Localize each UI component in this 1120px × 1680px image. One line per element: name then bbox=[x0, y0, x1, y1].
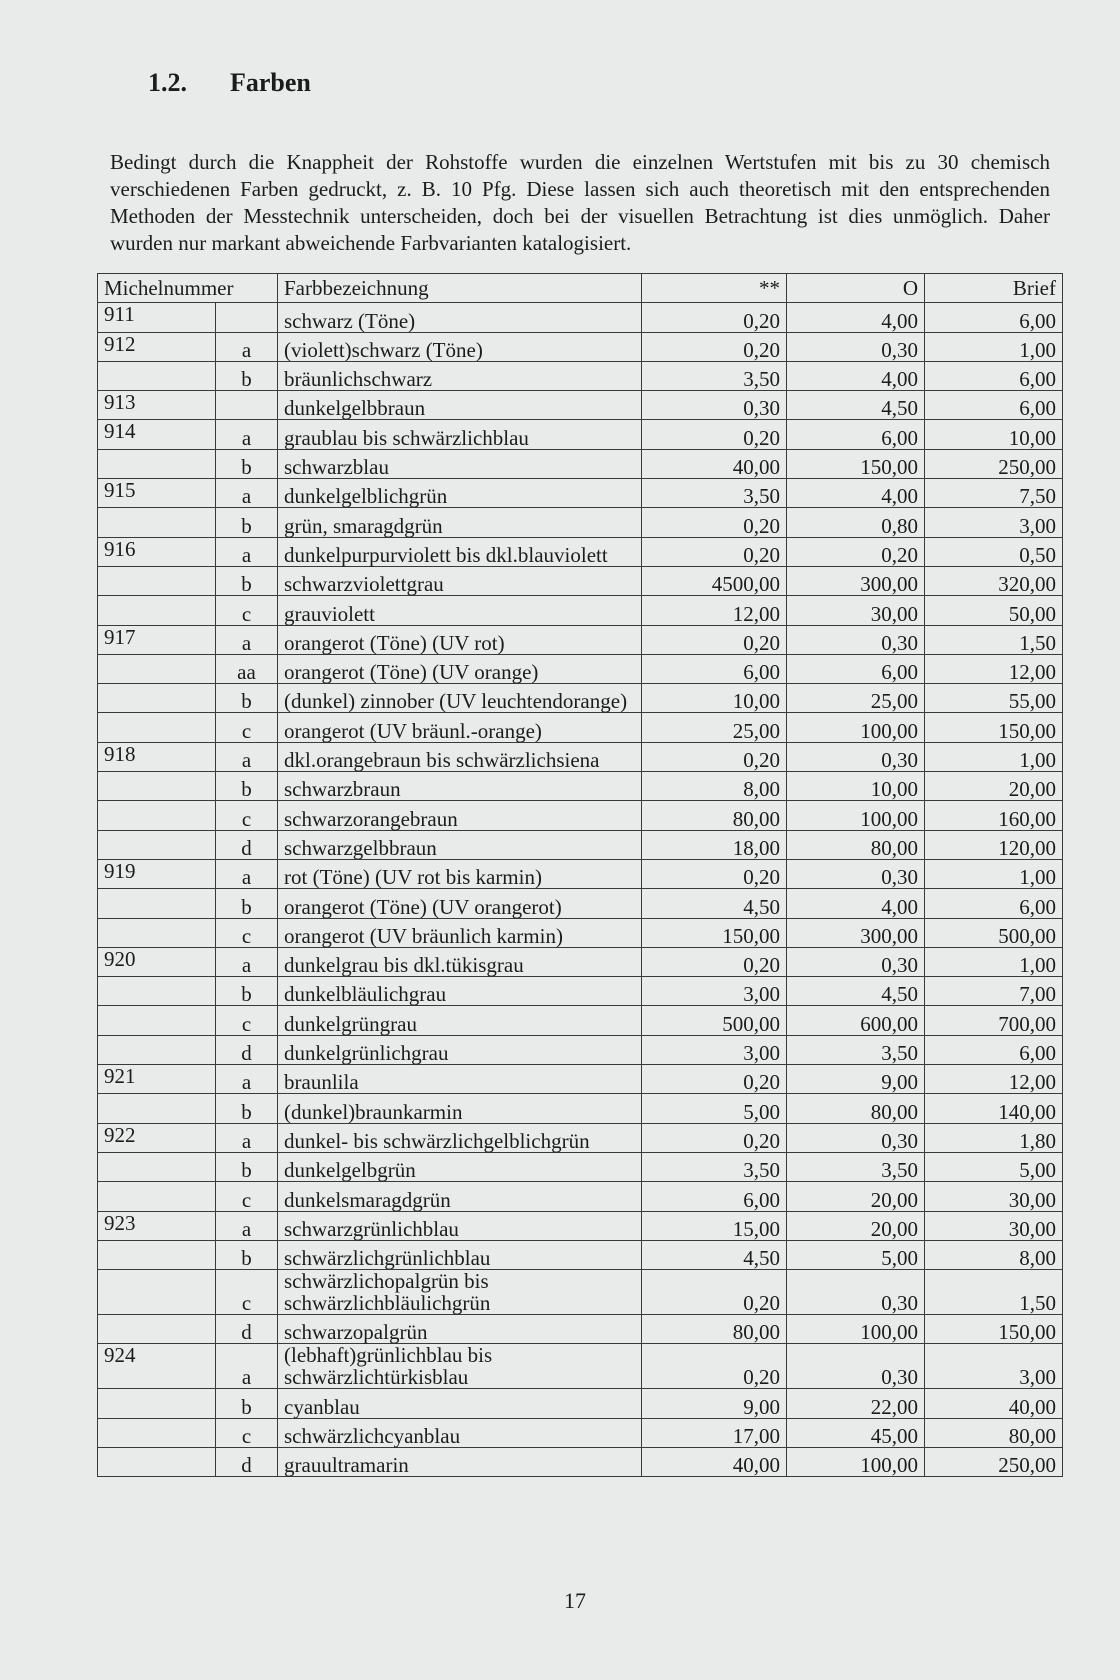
table-header-row bbox=[98, 274, 1063, 303]
color-name-cell: schwarzviolettgrau bbox=[278, 566, 642, 595]
price-cover-cell: 12,00 bbox=[925, 1065, 1063, 1094]
price-cover-cell: 1,50 bbox=[925, 625, 1063, 654]
sub-variant-cell: b bbox=[216, 449, 278, 478]
sub-variant-cell: c bbox=[216, 1270, 278, 1315]
header-farbbezeichnung: Farbbezeichnung bbox=[278, 274, 642, 303]
price-mint-cell: 3,50 bbox=[642, 479, 787, 508]
price-used-cell: 0,30 bbox=[787, 1123, 925, 1152]
color-name-cell: schwarzopalgrün bbox=[278, 1315, 642, 1344]
color-name-cell: dunkelpurpurviolett bis dkl.blauviolett bbox=[278, 537, 642, 566]
price-mint-cell: 3,50 bbox=[642, 1152, 787, 1181]
color-name-cell: orangerot (Töne) (UV orange) bbox=[278, 654, 642, 683]
sub-variant-cell: a bbox=[216, 742, 278, 771]
michel-number-cell: 922 bbox=[98, 1123, 216, 1152]
price-mint-cell: 0,20 bbox=[642, 1270, 787, 1315]
michel-number-cell: 912 bbox=[98, 332, 216, 361]
michel-number-cell bbox=[98, 654, 216, 683]
header-michelnummer: Michelnummer bbox=[98, 274, 278, 303]
price-cover-cell: 320,00 bbox=[925, 566, 1063, 595]
price-mint-cell: 0,30 bbox=[642, 391, 787, 420]
color-name-cell: orangerot (Töne) (UV orangerot) bbox=[278, 889, 642, 918]
michel-number-cell: 923 bbox=[98, 1211, 216, 1240]
sub-variant-cell: d bbox=[216, 1315, 278, 1344]
table-row bbox=[98, 625, 1063, 654]
color-name-cell: cyanblau bbox=[278, 1389, 642, 1418]
michel-number-cell bbox=[98, 1270, 216, 1315]
price-mint-cell: 40,00 bbox=[642, 449, 787, 478]
table-row bbox=[98, 1006, 1063, 1035]
table-row bbox=[98, 537, 1063, 566]
sub-variant-cell: b bbox=[216, 977, 278, 1006]
sub-variant-cell: b bbox=[216, 1152, 278, 1181]
price-used-cell: 5,00 bbox=[787, 1240, 925, 1269]
sub-variant-cell: a bbox=[216, 479, 278, 508]
color-name-cell: schwärzlichopalgrün bis schwärzlichbläulichgrün bbox=[278, 1270, 642, 1315]
price-used-cell: 4,50 bbox=[787, 391, 925, 420]
price-used-cell: 0,30 bbox=[787, 332, 925, 361]
michel-number-cell: 924 bbox=[98, 1344, 216, 1389]
price-cover-cell: 140,00 bbox=[925, 1094, 1063, 1123]
price-mint-cell: 25,00 bbox=[642, 713, 787, 742]
color-name-cell: grauviolett bbox=[278, 596, 642, 625]
price-mint-cell: 500,00 bbox=[642, 1006, 787, 1035]
price-mint-cell: 0,20 bbox=[642, 947, 787, 976]
price-mint-cell: 17,00 bbox=[642, 1418, 787, 1447]
michel-number-cell bbox=[98, 449, 216, 478]
price-cover-cell: 40,00 bbox=[925, 1389, 1063, 1418]
table-row bbox=[98, 1389, 1063, 1418]
color-name-cell: rot (Töne) (UV rot bis karmin) bbox=[278, 859, 642, 888]
price-used-cell: 4,00 bbox=[787, 479, 925, 508]
price-used-cell: 4,00 bbox=[787, 889, 925, 918]
michel-number-cell: 921 bbox=[98, 1065, 216, 1094]
table-row bbox=[98, 1315, 1063, 1344]
price-used-cell: 20,00 bbox=[787, 1182, 925, 1211]
price-used-cell: 22,00 bbox=[787, 1389, 925, 1418]
price-cover-cell: 6,00 bbox=[925, 889, 1063, 918]
color-name-cell: dunkelgelbbraun bbox=[278, 391, 642, 420]
michel-number-cell bbox=[98, 1447, 216, 1476]
color-name-cell: orangerot (Töne) (UV rot) bbox=[278, 625, 642, 654]
table-row bbox=[98, 654, 1063, 683]
table-row bbox=[98, 1182, 1063, 1211]
michel-number-cell bbox=[98, 1094, 216, 1123]
michel-number-cell bbox=[98, 684, 216, 713]
sub-variant-cell: b bbox=[216, 508, 278, 537]
color-name-cell: (dunkel)braunkarmin bbox=[278, 1094, 642, 1123]
price-mint-cell: 10,00 bbox=[642, 684, 787, 713]
price-cover-cell: 20,00 bbox=[925, 772, 1063, 801]
sub-variant-cell bbox=[216, 303, 278, 332]
price-cover-cell: 160,00 bbox=[925, 801, 1063, 830]
price-cover-cell: 700,00 bbox=[925, 1006, 1063, 1035]
price-cover-cell: 6,00 bbox=[925, 361, 1063, 390]
price-mint-cell: 0,20 bbox=[642, 508, 787, 537]
price-used-cell: 80,00 bbox=[787, 830, 925, 859]
sub-variant-cell: c bbox=[216, 1182, 278, 1211]
price-used-cell: 20,00 bbox=[787, 1211, 925, 1240]
section-heading bbox=[148, 68, 311, 98]
sub-variant-cell bbox=[216, 391, 278, 420]
price-mint-cell: 0,20 bbox=[642, 332, 787, 361]
price-used-cell: 9,00 bbox=[787, 1065, 925, 1094]
michel-number-cell: 916 bbox=[98, 537, 216, 566]
price-cover-cell: 12,00 bbox=[925, 654, 1063, 683]
michel-number-cell: 913 bbox=[98, 391, 216, 420]
price-cover-cell: 250,00 bbox=[925, 1447, 1063, 1476]
sub-variant-cell: aa bbox=[216, 654, 278, 683]
price-mint-cell: 4,50 bbox=[642, 1240, 787, 1269]
price-used-cell: 300,00 bbox=[787, 566, 925, 595]
price-cover-cell: 3,00 bbox=[925, 1344, 1063, 1389]
color-name-cell: orangerot (UV bräunlich karmin) bbox=[278, 918, 642, 947]
color-name-cell: dunkelgrüngrau bbox=[278, 1006, 642, 1035]
michel-number-cell bbox=[98, 508, 216, 537]
table-row bbox=[98, 1123, 1063, 1152]
price-used-cell: 4,00 bbox=[787, 303, 925, 332]
price-used-cell: 150,00 bbox=[787, 449, 925, 478]
michel-number-cell bbox=[98, 1418, 216, 1447]
price-mint-cell: 0,20 bbox=[642, 537, 787, 566]
table-row bbox=[98, 859, 1063, 888]
price-cover-cell: 50,00 bbox=[925, 596, 1063, 625]
table-row bbox=[98, 801, 1063, 830]
michel-number-cell bbox=[98, 977, 216, 1006]
sub-variant-cell: a bbox=[216, 332, 278, 361]
price-mint-cell: 5,00 bbox=[642, 1094, 787, 1123]
table-row bbox=[98, 391, 1063, 420]
price-used-cell: 600,00 bbox=[787, 1006, 925, 1035]
michel-number-cell bbox=[98, 801, 216, 830]
sub-variant-cell: c bbox=[216, 918, 278, 947]
price-mint-cell: 4,50 bbox=[642, 889, 787, 918]
michel-number-cell: 915 bbox=[98, 479, 216, 508]
price-used-cell: 100,00 bbox=[787, 713, 925, 742]
table-row bbox=[98, 420, 1063, 449]
color-name-cell: schwarzgelbbraun bbox=[278, 830, 642, 859]
price-cover-cell: 55,00 bbox=[925, 684, 1063, 713]
color-name-cell: orangerot (UV bräunl.-orange) bbox=[278, 713, 642, 742]
color-name-cell: dunkelgrünlichgrau bbox=[278, 1035, 642, 1064]
price-mint-cell: 4500,00 bbox=[642, 566, 787, 595]
sub-variant-cell: b bbox=[216, 889, 278, 918]
price-used-cell: 0,30 bbox=[787, 1344, 925, 1389]
price-used-cell: 3,50 bbox=[787, 1152, 925, 1181]
color-name-cell: (lebhaft)grünlichblau bis schwärzlichtürkisblau bbox=[278, 1344, 642, 1389]
michel-number-cell bbox=[98, 772, 216, 801]
sub-variant-cell: b bbox=[216, 772, 278, 801]
sub-variant-cell: a bbox=[216, 1211, 278, 1240]
michel-number-cell bbox=[98, 566, 216, 595]
price-mint-cell: 6,00 bbox=[642, 654, 787, 683]
price-cover-cell: 6,00 bbox=[925, 391, 1063, 420]
sub-variant-cell: c bbox=[216, 713, 278, 742]
michel-number-cell: 918 bbox=[98, 742, 216, 771]
price-mint-cell: 0,20 bbox=[642, 742, 787, 771]
color-name-cell: schwarzgrünlichblau bbox=[278, 1211, 642, 1240]
table-row bbox=[98, 1418, 1063, 1447]
price-used-cell: 3,50 bbox=[787, 1035, 925, 1064]
price-cover-cell: 80,00 bbox=[925, 1418, 1063, 1447]
table-row bbox=[98, 713, 1063, 742]
price-mint-cell: 150,00 bbox=[642, 918, 787, 947]
price-mint-cell: 6,00 bbox=[642, 1182, 787, 1211]
price-mint-cell: 15,00 bbox=[642, 1211, 787, 1240]
price-cover-cell: 7,50 bbox=[925, 479, 1063, 508]
michel-number-cell: 914 bbox=[98, 420, 216, 449]
color-name-cell: dunkelgelbgrün bbox=[278, 1152, 642, 1181]
price-cover-cell: 6,00 bbox=[925, 1035, 1063, 1064]
table-row bbox=[98, 303, 1063, 332]
michel-number-cell: 919 bbox=[98, 859, 216, 888]
color-name-cell: dunkelsmaragdgrün bbox=[278, 1182, 642, 1211]
price-used-cell: 300,00 bbox=[787, 918, 925, 947]
michel-number-cell bbox=[98, 889, 216, 918]
table-row bbox=[98, 1035, 1063, 1064]
michel-number-cell bbox=[98, 830, 216, 859]
price-cover-cell: 30,00 bbox=[925, 1211, 1063, 1240]
color-name-cell: braunlila bbox=[278, 1065, 642, 1094]
price-used-cell: 0,30 bbox=[787, 947, 925, 976]
price-mint-cell: 0,20 bbox=[642, 1344, 787, 1389]
sub-variant-cell: b bbox=[216, 361, 278, 390]
price-mint-cell: 80,00 bbox=[642, 1315, 787, 1344]
table-row bbox=[98, 1447, 1063, 1476]
table-row bbox=[98, 772, 1063, 801]
michel-number-cell bbox=[98, 1152, 216, 1181]
sub-variant-cell: c bbox=[216, 1006, 278, 1035]
price-mint-cell: 8,00 bbox=[642, 772, 787, 801]
price-mint-cell: 0,20 bbox=[642, 303, 787, 332]
table-row bbox=[98, 479, 1063, 508]
price-mint-cell: 0,20 bbox=[642, 1123, 787, 1152]
price-cover-cell: 1,00 bbox=[925, 742, 1063, 771]
price-used-cell: 6,00 bbox=[787, 654, 925, 683]
table-row bbox=[98, 1211, 1063, 1240]
michel-number-cell: 917 bbox=[98, 625, 216, 654]
sub-variant-cell: b bbox=[216, 566, 278, 595]
price-cover-cell: 250,00 bbox=[925, 449, 1063, 478]
color-name-cell: dunkelgrau bis dkl.tükisgrau bbox=[278, 947, 642, 976]
table-row bbox=[98, 1094, 1063, 1123]
table-row bbox=[98, 742, 1063, 771]
price-mint-cell: 0,20 bbox=[642, 420, 787, 449]
price-used-cell: 4,00 bbox=[787, 361, 925, 390]
table-row bbox=[98, 1152, 1063, 1181]
price-used-cell: 0,30 bbox=[787, 859, 925, 888]
color-name-cell: (dunkel) zinnober (UV leuchtendorange) bbox=[278, 684, 642, 713]
color-name-cell: dunkelbläulichgrau bbox=[278, 977, 642, 1006]
price-used-cell: 100,00 bbox=[787, 801, 925, 830]
price-cover-cell: 1,50 bbox=[925, 1270, 1063, 1315]
color-name-cell: bräunlichschwarz bbox=[278, 361, 642, 390]
michel-number-cell bbox=[98, 713, 216, 742]
price-mint-cell: 80,00 bbox=[642, 801, 787, 830]
price-mint-cell: 40,00 bbox=[642, 1447, 787, 1476]
price-used-cell: 6,00 bbox=[787, 420, 925, 449]
price-used-cell: 0,20 bbox=[787, 537, 925, 566]
sub-variant-cell: a bbox=[216, 1123, 278, 1152]
price-cover-cell: 150,00 bbox=[925, 713, 1063, 742]
price-mint-cell: 12,00 bbox=[642, 596, 787, 625]
michel-number-cell bbox=[98, 596, 216, 625]
price-used-cell: 45,00 bbox=[787, 1418, 925, 1447]
sub-variant-cell: c bbox=[216, 596, 278, 625]
price-used-cell: 0,30 bbox=[787, 742, 925, 771]
price-used-cell: 80,00 bbox=[787, 1094, 925, 1123]
sub-variant-cell: d bbox=[216, 1447, 278, 1476]
color-name-cell: dunkel- bis schwärzlichgelblichgrün bbox=[278, 1123, 642, 1152]
price-mint-cell: 0,20 bbox=[642, 859, 787, 888]
sub-variant-cell: a bbox=[216, 1065, 278, 1094]
price-cover-cell: 30,00 bbox=[925, 1182, 1063, 1211]
michel-number-cell: 911 bbox=[98, 303, 216, 332]
price-used-cell: 30,00 bbox=[787, 596, 925, 625]
color-name-cell: graublau bis schwärzlichblau bbox=[278, 420, 642, 449]
price-cover-cell: 1,00 bbox=[925, 947, 1063, 976]
sub-variant-cell: a bbox=[216, 625, 278, 654]
price-used-cell: 0,30 bbox=[787, 1270, 925, 1315]
price-used-cell: 10,00 bbox=[787, 772, 925, 801]
sub-variant-cell: c bbox=[216, 801, 278, 830]
michel-number-cell bbox=[98, 1035, 216, 1064]
sub-variant-cell: a bbox=[216, 420, 278, 449]
sub-variant-cell: d bbox=[216, 1035, 278, 1064]
michel-number-cell bbox=[98, 1389, 216, 1418]
price-cover-cell: 0,50 bbox=[925, 537, 1063, 566]
color-name-cell: schwarzblau bbox=[278, 449, 642, 478]
table-row bbox=[98, 332, 1063, 361]
table-row bbox=[98, 1344, 1063, 1389]
color-name-cell: schwarzbraun bbox=[278, 772, 642, 801]
price-mint-cell: 3,00 bbox=[642, 977, 787, 1006]
sub-variant-cell: b bbox=[216, 1389, 278, 1418]
price-cover-cell: 7,00 bbox=[925, 977, 1063, 1006]
price-mint-cell: 3,00 bbox=[642, 1035, 787, 1064]
price-used-cell: 0,30 bbox=[787, 625, 925, 654]
price-cover-cell: 6,00 bbox=[925, 303, 1063, 332]
color-name-cell: grauultramarin bbox=[278, 1447, 642, 1476]
table-row bbox=[98, 596, 1063, 625]
sub-variant-cell: b bbox=[216, 1094, 278, 1123]
page-number: 17 bbox=[564, 1588, 586, 1613]
table-row bbox=[98, 830, 1063, 859]
header-brief: Brief bbox=[925, 274, 1063, 303]
price-used-cell: 25,00 bbox=[787, 684, 925, 713]
michel-number-cell bbox=[98, 1006, 216, 1035]
table-row bbox=[98, 889, 1063, 918]
table-row bbox=[98, 566, 1063, 595]
price-cover-cell: 1,00 bbox=[925, 859, 1063, 888]
price-cover-cell: 8,00 bbox=[925, 1240, 1063, 1269]
price-used-cell: 100,00 bbox=[787, 1315, 925, 1344]
price-mint-cell: 18,00 bbox=[642, 830, 787, 859]
price-mint-cell: 3,50 bbox=[642, 361, 787, 390]
price-used-cell: 100,00 bbox=[787, 1447, 925, 1476]
sub-variant-cell: a bbox=[216, 537, 278, 566]
price-cover-cell: 500,00 bbox=[925, 918, 1063, 947]
sub-variant-cell: d bbox=[216, 830, 278, 859]
color-name-cell: grün, smaragdgrün bbox=[278, 508, 642, 537]
table-row bbox=[98, 947, 1063, 976]
price-cover-cell: 150,00 bbox=[925, 1315, 1063, 1344]
price-used-cell: 0,80 bbox=[787, 508, 925, 537]
price-cover-cell: 10,00 bbox=[925, 420, 1063, 449]
michel-number-cell: 920 bbox=[98, 947, 216, 976]
michel-number-cell bbox=[98, 1240, 216, 1269]
sub-variant-cell: a bbox=[216, 859, 278, 888]
section-title: Farben bbox=[230, 68, 311, 97]
header-gestempelt: O bbox=[787, 274, 925, 303]
color-name-cell: schwarzorangebraun bbox=[278, 801, 642, 830]
price-cover-cell: 3,00 bbox=[925, 508, 1063, 537]
price-cover-cell: 5,00 bbox=[925, 1152, 1063, 1181]
michel-number-cell bbox=[98, 918, 216, 947]
color-name-cell: dkl.orangebraun bis schwärzlichsiena bbox=[278, 742, 642, 771]
table-row bbox=[98, 1065, 1063, 1094]
price-mint-cell: 9,00 bbox=[642, 1389, 787, 1418]
color-variants-table bbox=[97, 273, 1063, 1477]
price-cover-cell: 120,00 bbox=[925, 830, 1063, 859]
michel-number-cell bbox=[98, 1315, 216, 1344]
table-row bbox=[98, 918, 1063, 947]
section-number: 1.2. bbox=[148, 68, 187, 97]
price-used-cell: 4,50 bbox=[787, 977, 925, 1006]
table-row bbox=[98, 1240, 1063, 1269]
color-name-cell: (violett)schwarz (Töne) bbox=[278, 332, 642, 361]
table-row bbox=[98, 361, 1063, 390]
color-name-cell: dunkelgelblichgrün bbox=[278, 479, 642, 508]
sub-variant-cell: c bbox=[216, 1418, 278, 1447]
table-row bbox=[98, 508, 1063, 537]
color-name-cell: schwarz (Töne) bbox=[278, 303, 642, 332]
sub-variant-cell: b bbox=[216, 684, 278, 713]
table-row bbox=[98, 1270, 1063, 1315]
intro-paragraph: Bedingt durch die Knappheit der Rohstoffe wurden die einzelnen Wertstufen mit bis zu 30 chemisch verschiedenen Farben gedruckt, z. B. 10 Pfg. Diese lassen sich auch theoretisch mit den entsprechenden Methoden der Messtechnik unterscheiden, doch bei der visuellen Betrachtung ist dies unmöglich. Daher wurden nur markant abweichende Farbvarianten katalogisiert. bbox=[110, 150, 1050, 255]
price-mint-cell: 0,20 bbox=[642, 1065, 787, 1094]
sub-variant-cell: b bbox=[216, 1240, 278, 1269]
sub-variant-cell: a bbox=[216, 1344, 278, 1389]
price-mint-cell: 0,20 bbox=[642, 625, 787, 654]
table-row bbox=[98, 684, 1063, 713]
price-cover-cell: 1,80 bbox=[925, 1123, 1063, 1152]
color-name-cell: schwärzlichgrünlichblau bbox=[278, 1240, 642, 1269]
header-postfrisch: ** bbox=[642, 274, 787, 303]
michel-number-cell bbox=[98, 1182, 216, 1211]
michel-number-cell bbox=[98, 361, 216, 390]
price-cover-cell: 1,00 bbox=[925, 332, 1063, 361]
table-row bbox=[98, 977, 1063, 1006]
table-row bbox=[98, 449, 1063, 478]
sub-variant-cell: a bbox=[216, 947, 278, 976]
color-name-cell: schwärzlichcyanblau bbox=[278, 1418, 642, 1447]
